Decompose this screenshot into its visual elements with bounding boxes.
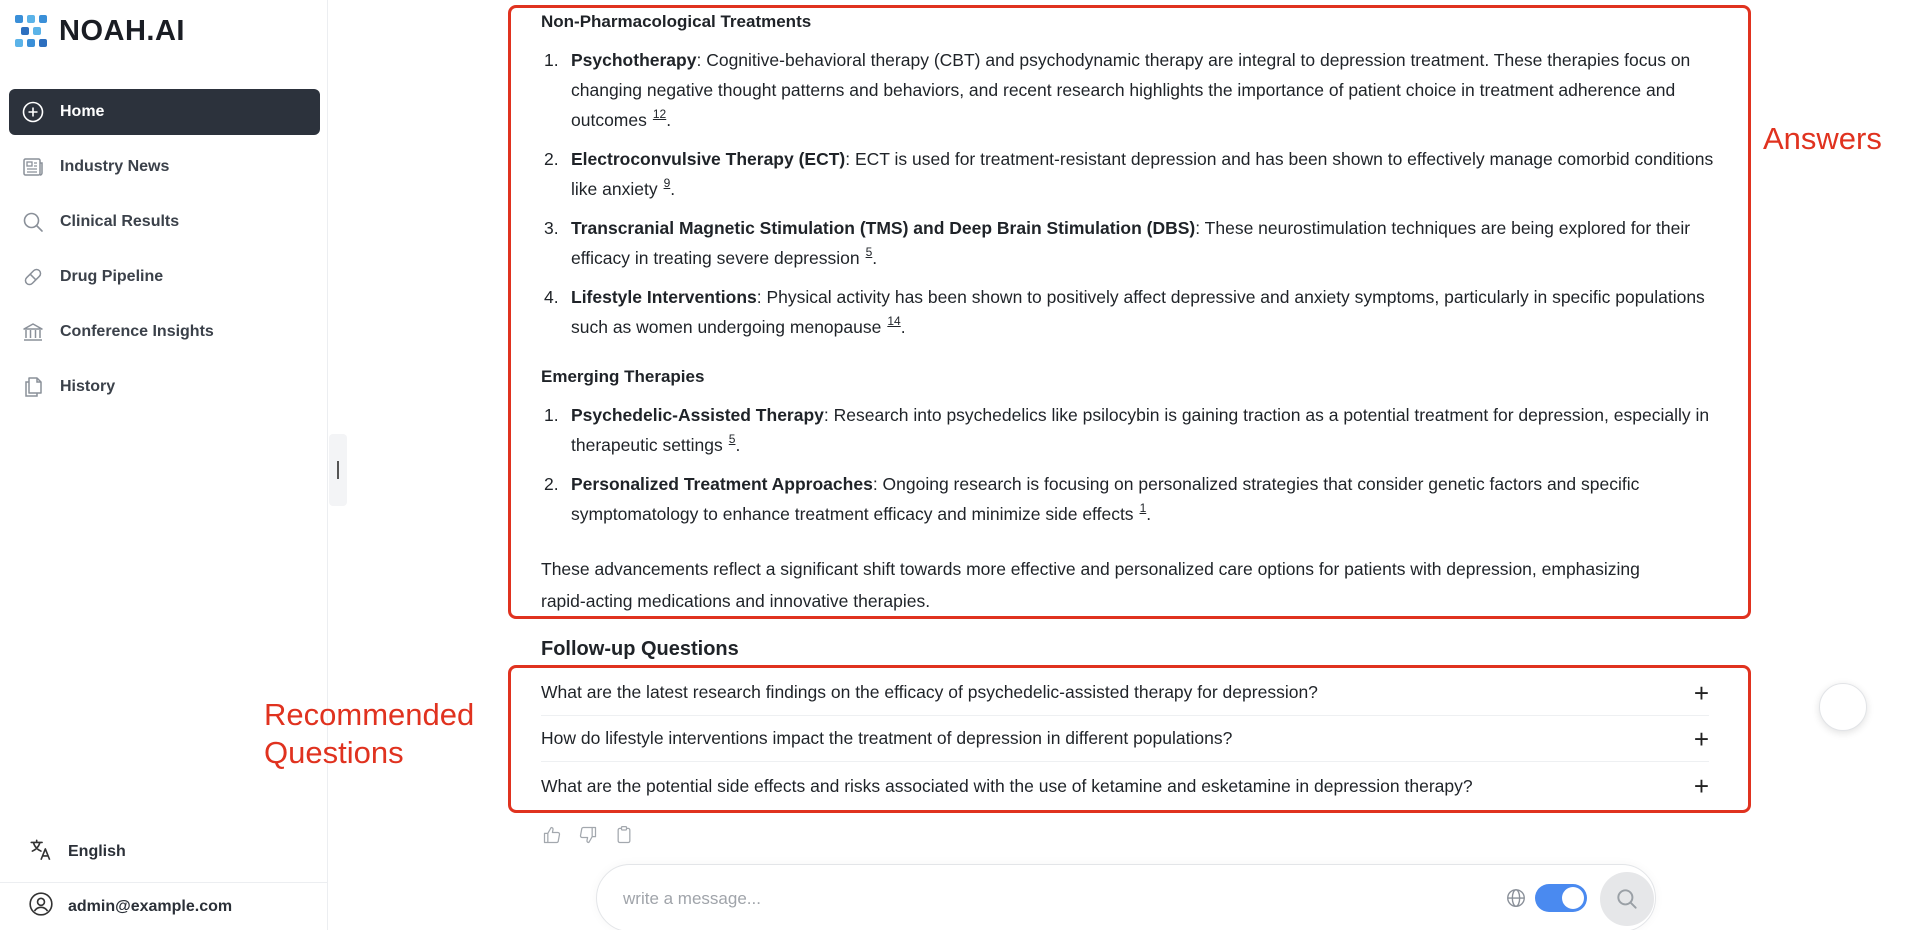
followup-question[interactable]: How do lifestyle interventions impact the treatment of depression in different populations? + <box>541 716 1709 762</box>
logo[interactable] <box>13 13 185 49</box>
citation-link[interactable]: 5 <box>728 432 736 446</box>
thumbs-up-icon[interactable] <box>541 824 563 846</box>
list-item: 3. Transcranial Magnetic Stimulation (TMS) and Deep Brain Stimulation (DBS): These neurostimulation techniques are being explored for their efficacy in treating severe depression $^5$. <box>544 218 1691 268</box>
search-icon <box>20 209 46 235</box>
pill-icon <box>20 264 46 290</box>
message-input[interactable] <box>623 885 1503 913</box>
sidebar-nav <box>9 89 320 419</box>
sidebar-item-history[interactable] <box>9 364 320 410</box>
sidebar-item-drug-pipeline[interactable] <box>9 254 320 300</box>
sidebar-item-label: Home <box>60 103 105 120</box>
documents-icon <box>20 374 46 400</box>
logo-text: NOAH.AI <box>59 14 185 47</box>
plus-circle-icon <box>20 99 46 125</box>
sidebar-item-label: Drug Pipeline <box>60 268 164 285</box>
list-item: 1. Psychotherapy: Cognitive-behavioral therapy (CBT) and psychodynamic therapy are integral to depression treatment. These therapies focus on changing negative thought patterns and behaviors, and recent research highlights the importance of patient choice in treatment adherence and outcomes $^{12}$. <box>544 50 1691 130</box>
user-account[interactable] <box>0 882 328 930</box>
translate-icon <box>28 837 54 868</box>
language-label: English <box>68 843 126 860</box>
list-item: 2. Personalized Treatment Approaches: Ongoing research is focusing on personalized strategies that consider genetic factors and specific symptomatology to enhance treatment efficacy and minimize side effects $^1$. <box>544 474 1640 524</box>
send-button[interactable] <box>1600 872 1654 926</box>
web-search-toggle[interactable] <box>1535 884 1587 912</box>
globe-icon[interactable] <box>1505 887 1527 909</box>
answer-summary: These advancements reflect a significant shift towards more effective and personalized care options for patients with depression, emphasizing rapid-acting medications and innovative therapies. <box>541 559 1640 611</box>
feedback-actions <box>541 824 635 846</box>
sidebar-item-label: History <box>60 378 116 395</box>
list-item: 4. Lifestyle Interventions: Physical activity has been shown to positively affect depressive and anxiety symptoms, particularly in specific populations such as women undergoing menopause $^{14}$. <box>544 287 1705 337</box>
sidebar-collapse-handle[interactable] <box>329 434 347 506</box>
citation-link[interactable]: 14 <box>887 314 901 328</box>
followup-question[interactable]: What are the latest research findings on the efficacy of psychedelic-assisted therapy for depression? + <box>541 670 1709 716</box>
sidebar-item-label: Conference Insights <box>60 323 214 340</box>
sidebar-item-clinical-results[interactable] <box>9 199 320 245</box>
sidebar-item-industry-news[interactable] <box>9 144 320 190</box>
message-composer <box>596 864 1656 930</box>
sidebar-item-label: Clinical Results <box>60 213 180 230</box>
citation-link[interactable]: 9 <box>663 176 671 190</box>
list-item: 2. Electroconvulsive Therapy (ECT): ECT is used for treatment-resistant depression and has been shown to effectively manage comorbid conditions like anxiety $^9$. <box>544 149 1714 199</box>
annotation-answers: Answers <box>1763 121 1882 156</box>
plus-icon[interactable]: + <box>1693 723 1709 754</box>
section-title: Non-Pharmacological Treatments <box>541 12 812 31</box>
language-selector[interactable] <box>0 832 328 872</box>
followup-question[interactable]: What are the potential side effects and risks associated with the use of ketamine and esketamine in depression therapy? + <box>541 771 1709 801</box>
user-icon <box>28 891 54 922</box>
plus-icon[interactable]: + <box>1693 677 1709 708</box>
plus-icon[interactable]: + <box>1693 771 1709 801</box>
citation-link[interactable]: 1 <box>1139 501 1147 515</box>
user-email: admin@example.com <box>68 897 233 915</box>
ordered-list <box>541 400 1721 538</box>
ordered-list <box>541 45 1721 351</box>
sidebar <box>0 0 328 930</box>
annotation-recommended-questions: Recommended Questions <box>264 697 475 770</box>
section-title: Emerging Therapies <box>541 367 705 386</box>
floating-action-button[interactable] <box>1819 683 1867 731</box>
copy-icon[interactable] <box>613 824 635 846</box>
citation-link[interactable]: 5 <box>865 245 873 259</box>
newspaper-icon <box>20 154 46 180</box>
citation-link[interactable]: 12 <box>652 107 667 121</box>
logo-icon <box>13 13 49 49</box>
sidebar-item-label: Industry News <box>60 158 170 175</box>
search-icon <box>1614 886 1640 912</box>
sidebar-item-home[interactable] <box>9 89 320 135</box>
list-item: 1. Psychedelic-Assisted Therapy: Research into psychedelics like psilocybin is gaining traction as a potential treatment for depression, especially in therapeutic settings $^5$. <box>544 405 1710 455</box>
sidebar-item-conference-insights[interactable] <box>9 309 320 355</box>
followup-title: Follow-up Questions <box>541 638 739 660</box>
building-icon <box>20 319 46 345</box>
thumbs-down-icon[interactable] <box>577 824 599 846</box>
